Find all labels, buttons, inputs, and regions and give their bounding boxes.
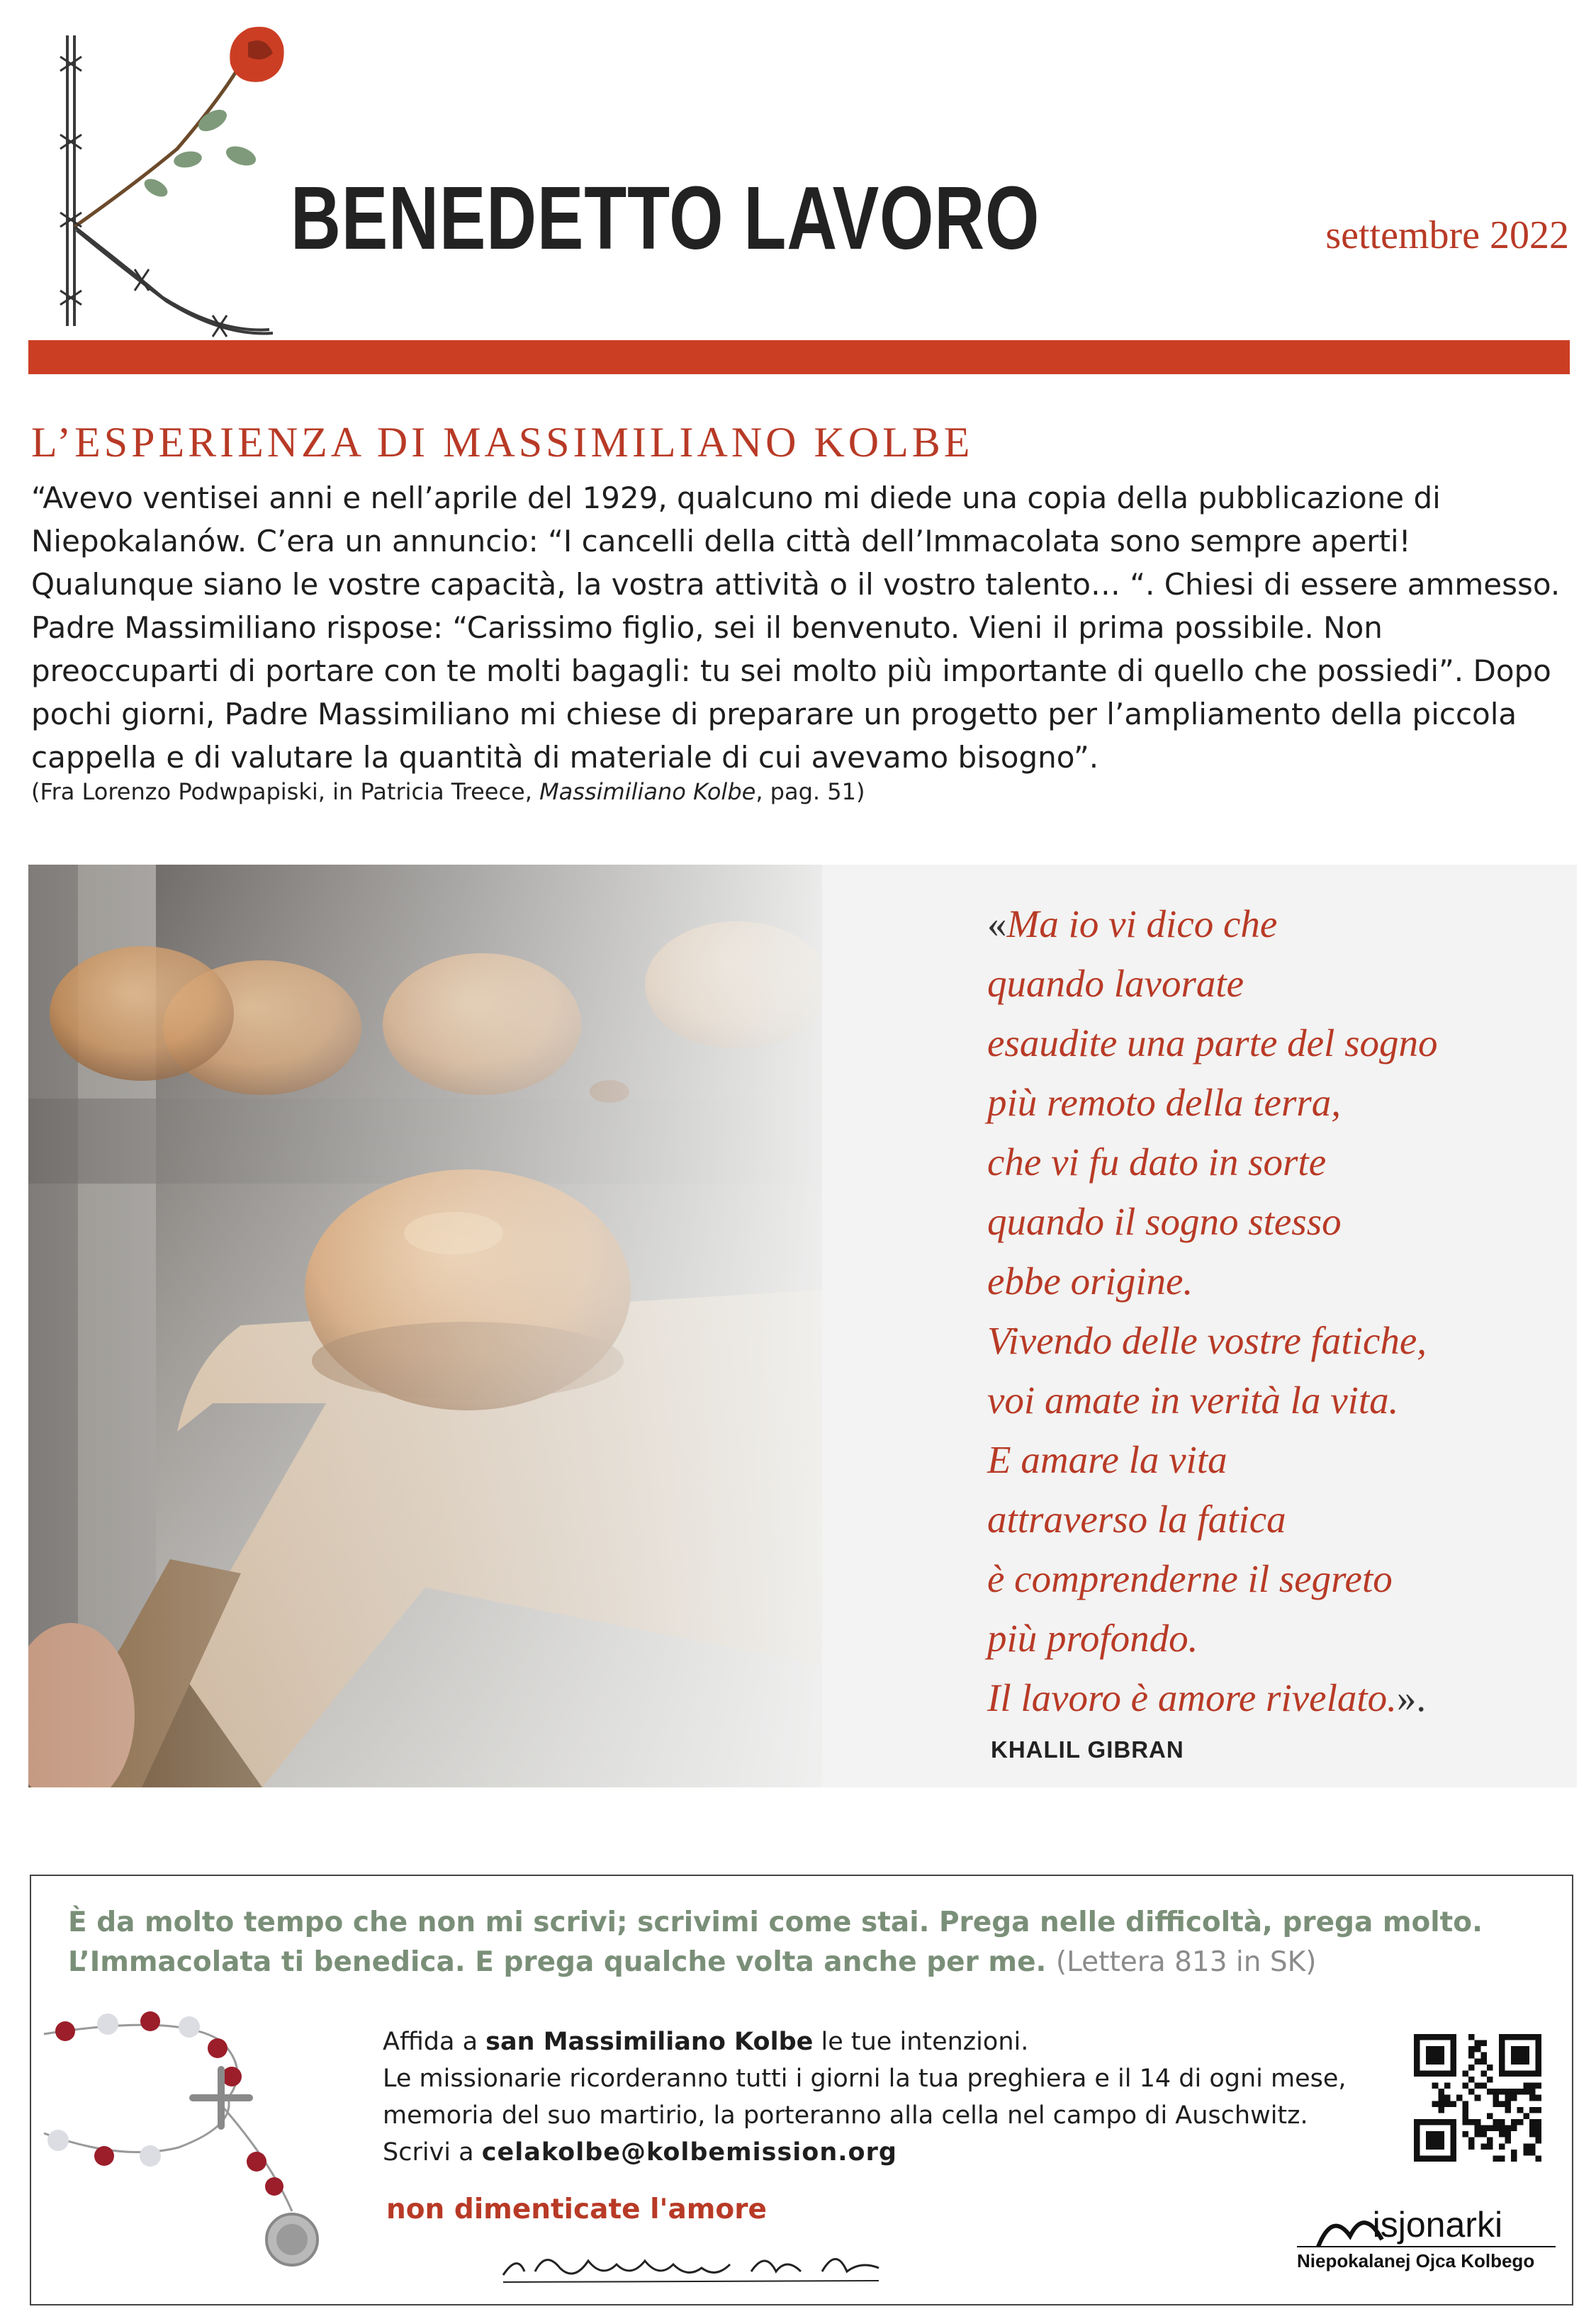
poem-line: [987, 1549, 1554, 1609]
issue-date: settembre 2022: [1325, 213, 1569, 257]
k-barbed-wire-rose-icon: [35, 14, 305, 347]
poem-open-quote: «: [987, 902, 1007, 945]
wordmark-rest: isjonarki: [1372, 2205, 1503, 2245]
bread-oven-photo: [28, 865, 822, 1787]
poem-line: [987, 1668, 1554, 1728]
poem-line-text: ebbe origine.: [987, 1259, 1193, 1303]
letter-reference: (Lettera 813 in SK): [1055, 1946, 1317, 1978]
letter-text: È da molto tempo che non mi scrivi; scrivimi come stai. Prega nelle difficoltà, prega molto. L’Immacolata ti benedica. E prega qualche volta anche per me.: [68, 1906, 1483, 1978]
poem-line-text: esaudite una parte del sogno: [987, 1021, 1438, 1065]
saint-name: san Massimiliano Kolbe: [485, 2028, 814, 2056]
intentions-p1-c: le tue intenzioni.: [813, 2028, 1029, 2056]
testimony-quote: “Avevo ventisei anni e nell’aprile del 1929, qualcuno mi diede una copia della pubblicazione di Niepokalanów. C’era un annuncio: “I cancelli della città dell’Immacolata sono sempre aperti! Qualunque siano le vostre capacità, la vostra attività o il vostro talento… “. Chiesi di essere ammesso. Padre Massimiliano rispose: “Carissimo figlio, sei il benvenuto. Vieni il prima possibile. Non preoccuparti di portare con te molti bagagli: tu sei molto più importante di quello che possiedi”. Dopo pochi giorni, Padre Massimiliano mi chiese di preparare un progetto per l’ampliamento della piccola cappella e di valutare la quantità di materiale di cui avevamo bisogno”.: [31, 481, 1561, 775]
intentions-line-3: [383, 2134, 1375, 2171]
kolbe-signature: [496, 2240, 893, 2289]
poem-line: [987, 1311, 1554, 1371]
poem-line: [987, 1133, 1554, 1192]
slogan: non dimenticate l'amore: [386, 2194, 767, 2225]
intentions-p3-a: Scrivi a: [383, 2138, 482, 2167]
quote-citation: [31, 778, 865, 805]
poem-line: [987, 894, 1554, 954]
citation-prefix: (Fra Lorenzo Podwpapiski, in Patricia Treece,: [31, 778, 540, 805]
poem-line-text: più profondo.: [987, 1617, 1198, 1660]
poem-line-text: attraverso la fatica: [987, 1498, 1286, 1541]
header-divider-bar: [28, 340, 1570, 374]
misjonarki-wordmark: [1343, 2204, 1502, 2245]
kolbe-letter-quote: [68, 1903, 1556, 1982]
citation-book-title: Massimiliano Kolbe: [539, 778, 756, 805]
wordmark-initial: [1343, 2205, 1373, 2245]
citation-suffix: , pag. 51): [755, 778, 865, 805]
page-title: BENEDETTO LAVORO: [291, 168, 1040, 268]
intentions-text: [383, 2023, 1375, 2171]
poem-line-text: Vivendo delle vostre fatiche,: [987, 1319, 1427, 1362]
poem-line: [987, 1192, 1554, 1252]
poem-line-text: quando il sogno stesso: [987, 1200, 1342, 1243]
poem-line: [987, 954, 1554, 1013]
poem-line: [987, 1490, 1554, 1549]
poem-line-text: è comprenderne il segreto: [987, 1557, 1393, 1600]
contact-email[interactable]: celakolbe@kolbemission.org: [481, 2138, 897, 2167]
intentions-line-1: [383, 2023, 1375, 2060]
intentions-p1-a: Affida a: [383, 2028, 486, 2056]
section-heading: L’ESPERIENZA DI MASSIMILIANO KOLBE: [31, 419, 974, 466]
poem-line-text: Ma io vi dico che: [1006, 902, 1278, 945]
poem-line: [987, 1252, 1554, 1311]
poem-author: KHALIL GIBRAN: [991, 1736, 1184, 1763]
poem-line: [987, 1609, 1554, 1668]
poem-line: [987, 1073, 1554, 1133]
poem-line: [987, 1013, 1554, 1073]
poem-line-text: E amare la vita: [987, 1438, 1227, 1481]
poem-line-text: Il lavoro è amore rivelato.: [987, 1676, 1397, 1719]
poem-line: [987, 1371, 1554, 1430]
intentions-line-2: Le missionarie ricorderanno tutti i giorni la tua preghiera e il 14 di ogni mese, memoria del suo martirio, la porteranno alla cella nel campo di Auschwitz.: [383, 2065, 1347, 2130]
misjonarki-subtitle: Niepokalanej Ojca Kolbego: [1297, 2250, 1535, 2271]
poem-line-text: voi amate in verità la vita.: [987, 1378, 1399, 1422]
qr-code-icon[interactable]: [1414, 2034, 1541, 2162]
poem-line-text: che vi fu dato in sorte: [987, 1140, 1327, 1184]
poem-line-text: quando lavorate: [987, 962, 1244, 1005]
poem-line-text: più remoto della terra,: [987, 1081, 1342, 1124]
poem: [987, 894, 1554, 1728]
poem-line: [987, 1430, 1554, 1490]
rosary-icon: [37, 1999, 370, 2296]
poem-close-quote: ».: [1396, 1676, 1427, 1719]
